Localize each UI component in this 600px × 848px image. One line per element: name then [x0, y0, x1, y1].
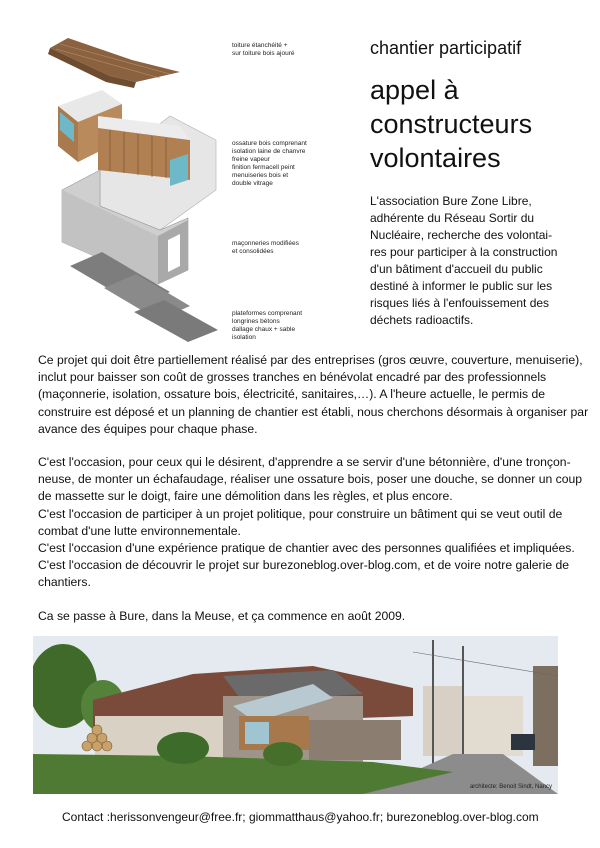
timber-frame [58, 90, 190, 186]
body-line: construire est déposé et un planning de chantier est établi, nous cherchons désormais à organiser par [38, 404, 589, 419]
body-line: C'est l'occasion de découvrir le projet sur burezoneblog.over-blog.com, et de voire notre galerie de [38, 558, 570, 573]
body-line: Ce projet qui doit être partiellement réalisé par des entreprises (gros œuvre, couverture, menuiserie), [38, 353, 583, 367]
intro-line: adhérente du Réseau Sortir du [370, 211, 535, 225]
body-line: combat d'une lutte environnementale. [38, 523, 241, 538]
site-photo-illustration [33, 636, 558, 794]
label-roof: toiture étanchéité + sur toiture bois ajouré [232, 42, 295, 57]
body-line: C'est l'occasion d'une expérience pratique de chantier avec des personnes qualifiées et impliquées. [38, 541, 575, 556]
page-title [370, 73, 580, 175]
title-line: constructeurs [370, 109, 533, 139]
building-exploded-diagram [40, 30, 230, 345]
intro-line: déchets radioactifs. [370, 313, 474, 327]
intro-line: d'un bâtiment d'accueil du public [370, 262, 543, 276]
body-line: chantiers. [38, 575, 91, 590]
intro-line: L'association Bure Zone Libre, [370, 194, 532, 208]
body-line: neuse, de monter un échafaudage, réaliser une ossature bois, poser une douche, se donner un coup [38, 472, 583, 487]
intro-line: Nucléaire, recherche des volontai- [370, 228, 553, 242]
subtitle: chantier participatif [370, 38, 522, 58]
body-line: de massette sur le doigt, faire une démolition dans les règles, et plus encore. [38, 489, 453, 504]
photo-credit: architecte: Benoit Sindt, Nancy [469, 784, 552, 790]
title-line: volontaires [370, 143, 501, 173]
site-photo [33, 636, 558, 794]
intro-line: risques liés à l'enfouissement des [370, 296, 550, 310]
body-line: C'est l'occasion de participer à un projet politique, pour construire un bâtiment qui se veut outil de [38, 506, 563, 521]
body-text [38, 352, 589, 625]
body-line: (maçonnerie, isolation, ossature bois, électricité, sanitaires,…). A l'heure actuelle, le permis de [38, 387, 545, 402]
body-line: avance des équipes pour chaque phase. [38, 421, 258, 436]
contact-line: Contact :herissonvengeur@free.fr; giommatthaus@yahoo.fr; burezoneblog.over-blog.com [62, 810, 539, 824]
body-line: inclut pour baisser son coût de grosses tranches en bénévolat encadré par des professionnels [38, 370, 547, 385]
body-line: C'est l'occasion, pour ceux qui le désirent, d'apprendre a se servir d'une bétonnière, d'une tronçon- [38, 455, 571, 470]
title-line: appel à [370, 75, 459, 105]
intro-line: res pour participer à la construction [370, 245, 558, 259]
intro-line: destiné à informer le public sur les [370, 279, 553, 293]
intro-text [370, 193, 575, 329]
label-platforms: plateformes comprenant longrines bétons dallage chaux + sable isolation [232, 310, 303, 341]
label-frame: ossature bois comprenant isolation laine de chanvre freine vapeur finition fermacell peint menuiseries bois et double vitrage [232, 140, 307, 187]
roof-layer [48, 38, 180, 88]
label-masonry: maçonneries modifiées et consolidées [232, 240, 299, 255]
closing-line: Ca se passe à Bure, dans la Meuse, et ça commence en août 2009. [38, 608, 406, 623]
